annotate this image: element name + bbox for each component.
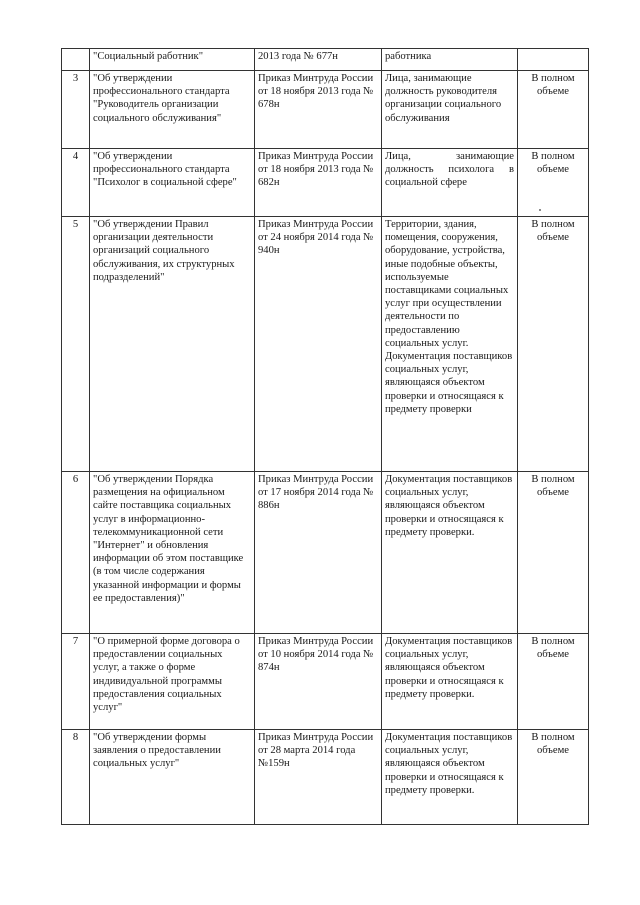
scope-of-application: В полном объеме [518,217,589,472]
document-reference: Приказ Минтруда России от 17 ноября 2014 года № 886н [255,472,382,634]
act-title: "Об утверждении Правил организации деятельности организаций социального обслуживания, их структурных подразделений" [90,217,255,472]
table-row [62,472,589,634]
document-reference: 2013 года № 677н [255,49,382,71]
table-row [62,217,589,472]
scan-speck [539,209,541,211]
table-row [62,730,589,825]
document-reference: Приказ Минтруда России от 10 ноября 2014 года № 874н [255,634,382,730]
document-reference: Приказ Минтруда России от 24 ноября 2014 года № 940н [255,217,382,472]
row-number: 5 [62,217,90,472]
scope-of-application: В полном объеме [518,71,589,149]
act-title: "Об утверждении профессионального стандарта "Руководитель организации социального обслуживания" [90,71,255,149]
table-row [62,71,589,149]
act-title: "Об утверждении профессионального стандарта "Психолог в социальной сфере" [90,149,255,217]
regulations-table [61,48,589,825]
inspection-subjects: Лица, занимающие должность психолога в социальной сфере [382,149,518,217]
row-number: 7 [62,634,90,730]
row-number: 4 [62,149,90,217]
row-number: 8 [62,730,90,825]
act-title: "О примерной форме договора о предоставлении социальных услуг, а также о форме индивидуальной программы предоставления социальных услуг" [90,634,255,730]
row-number: 3 [62,71,90,149]
document-reference: Приказ Минтруда России от 28 марта 2014 года №159н [255,730,382,825]
scope-of-application: В полном объеме [518,472,589,634]
act-title: "Об утверждении Порядка размещения на официальном сайте поставщика социальных услуг в информационно-телекоммуникационной сети "Интернет" и обновления информации об этом поставщике (в том числе содержания указанной информации и формы ее предоставления)" [90,472,255,634]
scope-of-application: В полном объеме [518,730,589,825]
inspection-subjects: Документация поставщиков социальных услуг, являющаяся объектом проверки и относящаяся к предмету проверки. [382,634,518,730]
inspection-subjects: Лица, занимающие должность руководителя организации социального обслуживания [382,71,518,149]
row-number: 6 [62,472,90,634]
inspection-subjects: работника [382,49,518,71]
act-title: "Об утверждении формы заявления о предоставлении социальных услуг" [90,730,255,825]
inspection-subjects: Территории, здания, помещения, сооружения, оборудование, устройства, иные подобные объекты, используемые поставщиками социальных услуг при осуществлении деятельности по предоставлению социальных услуг. Документация поставщиков социальных услуг, являющаяся объектом проверки и относящаяся к предмету проверки [382,217,518,472]
scope-of-application: В полном объеме [518,149,589,217]
table-row [62,634,589,730]
inspection-subjects: Документация поставщиков социальных услуг, являющаяся объектом проверки и относящаяся к предмету проверки. [382,472,518,634]
document-reference: Приказ Минтруда России от 18 ноября 2013 года № 678н [255,71,382,149]
inspection-subjects: Документация поставщиков социальных услуг, являющаяся объектом проверки и относящаяся к предмету проверки. [382,730,518,825]
scope-of-application: В полном объеме [518,634,589,730]
table-row [62,149,589,217]
row-number [62,49,90,71]
table-row [62,49,589,71]
act-title: "Социальный работник" [90,49,255,71]
document-reference: Приказ Минтруда России от 18 ноября 2013 года № 682н [255,149,382,217]
scope-of-application [518,49,589,71]
